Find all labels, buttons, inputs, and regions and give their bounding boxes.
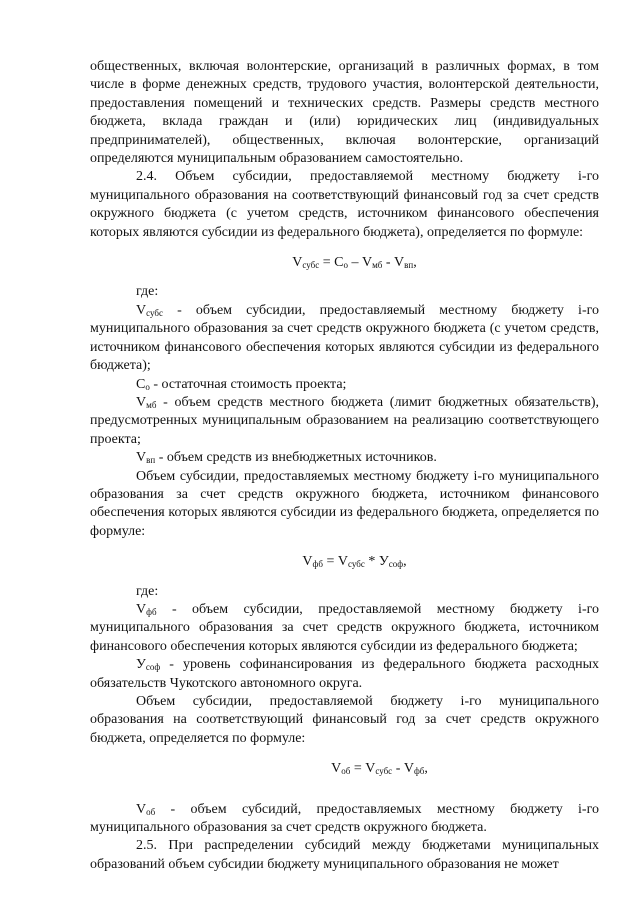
symbol-subscript: о bbox=[145, 381, 150, 392]
definition-v-subs bbox=[90, 302, 599, 376]
paragraph-2-5: 2.5. При распределении субсидий между бюджетами муниципальных образований объем субсидии бюджету муниципального образования не может bbox=[90, 838, 599, 872]
formula-subscript: соф bbox=[388, 559, 404, 570]
formula-end: , bbox=[413, 255, 417, 271]
symbol: V bbox=[136, 450, 147, 466]
definition-text: - уровень софинансирования из федерального бюджета расходных обязательств Чукотского автономного округа. bbox=[90, 657, 599, 691]
paragraph-federal-subsidy: Объем субсидии, предоставляемых местному бюджету i-го муниципального образования за счет средств окружного бюджета, источником финансового обеспечения которых являются субсидии из федерального бюджета, определяется по формуле: bbox=[90, 468, 599, 539]
formula-subscript: фб bbox=[413, 766, 425, 777]
formula-district-subsidy bbox=[90, 760, 599, 778]
definition-text: - объем средств из внебюджетных источников. bbox=[155, 450, 437, 466]
symbol: V bbox=[136, 302, 147, 318]
definition-text: - объем средств местного бюджета (лимит бюджетных обязательств), предусмотренных муниципальным образованием на реализацию соответствующего проекта; bbox=[90, 394, 599, 447]
formula-federal-subsidy bbox=[90, 553, 599, 571]
definition-c-o bbox=[90, 376, 599, 394]
symbol-subscript: об bbox=[146, 806, 156, 817]
definition-v-vp bbox=[90, 449, 599, 467]
formula-subsidy-volume bbox=[90, 254, 599, 272]
formula-symbol: V bbox=[302, 554, 313, 570]
definition-v-ob bbox=[90, 801, 599, 838]
paragraph-2-4: 2.4. Объем субсидии, предоставляемой местному бюджету i-го муниципального образования на соответствующий финансовый год за счет средств окружного бюджета (с учетом средств, источником финансового обеспечения которых являются субсидии из федерального бюджета), определяется по формуле: bbox=[90, 169, 599, 240]
symbol-subscript: вп bbox=[146, 455, 156, 466]
formula-end: , bbox=[403, 554, 407, 570]
definition-v-mb bbox=[90, 394, 599, 449]
symbol-subscript: фб bbox=[146, 606, 157, 617]
formula-subscript: об bbox=[341, 766, 351, 777]
formula-operator: – V bbox=[347, 255, 373, 271]
formula-symbol: V bbox=[331, 761, 342, 777]
formula-subscript: мб bbox=[372, 260, 383, 271]
definition-text: - объем субсидии, предоставляемый местному бюджету i-го муниципального образования за счет средств окружного бюджета (с учетом средств, источником финансового обеспечения которых являются субсидии из федерального бюджета); bbox=[90, 302, 599, 374]
formula-symbol: V bbox=[292, 255, 303, 271]
symbol-subscript: мб bbox=[146, 399, 157, 410]
formula-operator: * У bbox=[364, 554, 389, 570]
formula-operator: = C bbox=[319, 255, 344, 271]
formula-subscript: вп bbox=[404, 260, 414, 271]
symbol: V bbox=[136, 394, 147, 410]
symbol-subscript: соф bbox=[145, 662, 161, 673]
formula-subscript: о bbox=[343, 260, 348, 271]
symbol: У bbox=[136, 657, 146, 673]
symbol: C bbox=[136, 376, 146, 392]
formula-subscript: фб bbox=[312, 559, 323, 570]
formula-end: , bbox=[424, 761, 428, 777]
definition-u-sof bbox=[90, 656, 599, 693]
formula-subscript: субс bbox=[302, 260, 320, 271]
definition-v-fb bbox=[90, 601, 599, 656]
paragraph-volunteer-contributions: общественных, включая волонтерские, организаций в различных формах, в том числе в форме денежных средств, трудового участия, волонтерской деятельности, предоставления помещений и технических средств. Размеры средств местного бюджета, вклада граждан и (или) юридических лиц (индивидуальных предпринимателей), общественных, включая волонтерские, организаций определяются муниципальным образованием самостоятельно. bbox=[90, 59, 599, 167]
definition-text: - объем субсидий, предоставляемых местному бюджету i-го муниципального образования за счет средств окружного бюджета. bbox=[90, 801, 599, 836]
paragraph-district-subsidy: Объем субсидии, предоставляемой бюджету i-го муниципального образования на соответствующий финансовый год за счет средств окружного бюджета, определяется по формуле: bbox=[90, 694, 599, 746]
formula-operator: - V bbox=[392, 761, 414, 777]
where-label: где: bbox=[136, 583, 159, 599]
symbol: V bbox=[136, 601, 147, 617]
where-label: где: bbox=[136, 284, 159, 300]
definition-text: - объем субсидии, предоставляемой местному бюджету i-го муниципального образования за счет средств окружного бюджета, источником финансового обеспечения которых являются субсидии из федерального бюджета; bbox=[90, 601, 599, 654]
formula-operator: = V bbox=[322, 554, 348, 570]
symbol: V bbox=[136, 801, 147, 817]
formula-subscript: субс bbox=[375, 766, 393, 777]
formula-operator: = V bbox=[350, 761, 376, 777]
formula-operator: - V bbox=[382, 255, 405, 271]
symbol-subscript: субс bbox=[146, 307, 163, 318]
definition-text: - остаточная стоимость проекта; bbox=[149, 376, 347, 392]
formula-subscript: субс bbox=[347, 559, 365, 570]
